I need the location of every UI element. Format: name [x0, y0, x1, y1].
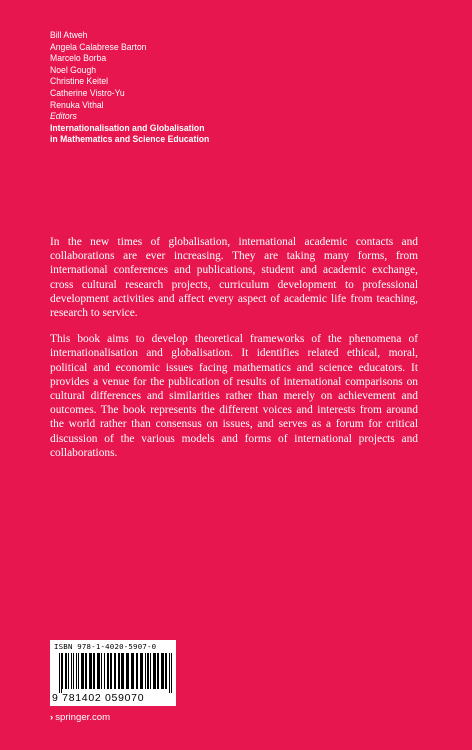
barcode-bars [59, 653, 172, 693]
barcode-guard-bar [171, 653, 172, 693]
barcode-bar [97, 653, 100, 689]
isbn-label: ISBN 978-1-4020-5907-0 [54, 642, 157, 651]
barcode-bar [110, 653, 112, 689]
barcode-bar [85, 653, 87, 689]
barcode-bar [114, 653, 116, 689]
barcode-guard-bar [61, 653, 62, 693]
editors-role-label: Editors [50, 111, 77, 123]
barcode-bar [161, 653, 164, 689]
barcode-bar [81, 653, 84, 689]
barcode-guard-bar [59, 653, 60, 693]
barcode-bar [136, 653, 138, 689]
barcode-bar [73, 653, 74, 689]
blurb-paragraph-2: This book aims to develop theoretical frameworks of the phenomena of internationalisation and globalisation. It identifies related ethical, moral, political and economic issues facing mathematics and science educators. It provides a venue for the publication of results of international comparisons on cultural differences and similarities rather than merely on achievement and outcomes. The book represents the different voices and interests from around the world rather than consensus on issues, and serves as a forum for critical discussion of the various models and forms of international projects and collaborations. [50, 333, 418, 459]
barcode-bar [65, 653, 67, 689]
barcode-digits: 9 781402 059070 [52, 692, 145, 704]
blurb [50, 235, 418, 472]
editor-name: Renuka Vithal [50, 99, 104, 111]
barcode-bar [147, 653, 149, 689]
barcode-bar [62, 653, 63, 689]
editor-name: Christine Keitel [50, 76, 109, 88]
barcode-bar [107, 653, 109, 689]
barcode-bar [165, 653, 167, 689]
book-title-line-1: Internationalisation and Globalisation [50, 122, 205, 134]
barcode-bar [145, 653, 146, 689]
barcode-bar [89, 653, 92, 689]
editor-name: Angela Calabrese Barton [50, 41, 147, 53]
book-title-line-2: in Mathematics and Science Education [50, 134, 210, 146]
barcode-guard-bar [169, 653, 170, 693]
barcode-bar [104, 653, 105, 689]
isbn-barcode [50, 640, 176, 706]
barcode-bar [68, 653, 69, 689]
barcode-bar [93, 653, 95, 689]
barcode-bar [121, 653, 124, 689]
barcode-bar [140, 653, 143, 689]
editor-name: Catherine Vistro-Yu [50, 87, 125, 99]
editor-name: Marcelo Borba [50, 53, 107, 65]
barcode-bar [101, 653, 102, 689]
publisher-url[interactable]: springer.com [55, 712, 111, 723]
editor-block [50, 30, 209, 146]
editor-name: Bill Atweh [50, 30, 88, 41]
barcode-bar [78, 653, 79, 689]
chevron-right-icon: › [50, 712, 54, 723]
barcode-bar [157, 653, 159, 689]
barcode-bar [118, 653, 120, 689]
barcode-bar [71, 653, 72, 689]
blurb-paragraph-1: In the new times of globalisation, international academic contacts and collaborations are ever increasing. They are taking many forms, from international conferences and publications, student and academic exchange, cross cultural research projects, curriculum development to professional development activities and affect every aspect of academic life from teaching, research to service. [50, 236, 418, 320]
barcode-bar [126, 653, 129, 689]
editor-name: Noel Gough [50, 64, 97, 76]
barcode-bar [153, 653, 156, 689]
barcode-bar [76, 653, 77, 689]
publisher-link[interactable] [50, 712, 110, 723]
barcode-bar [150, 653, 151, 689]
barcode-bar [131, 653, 134, 689]
